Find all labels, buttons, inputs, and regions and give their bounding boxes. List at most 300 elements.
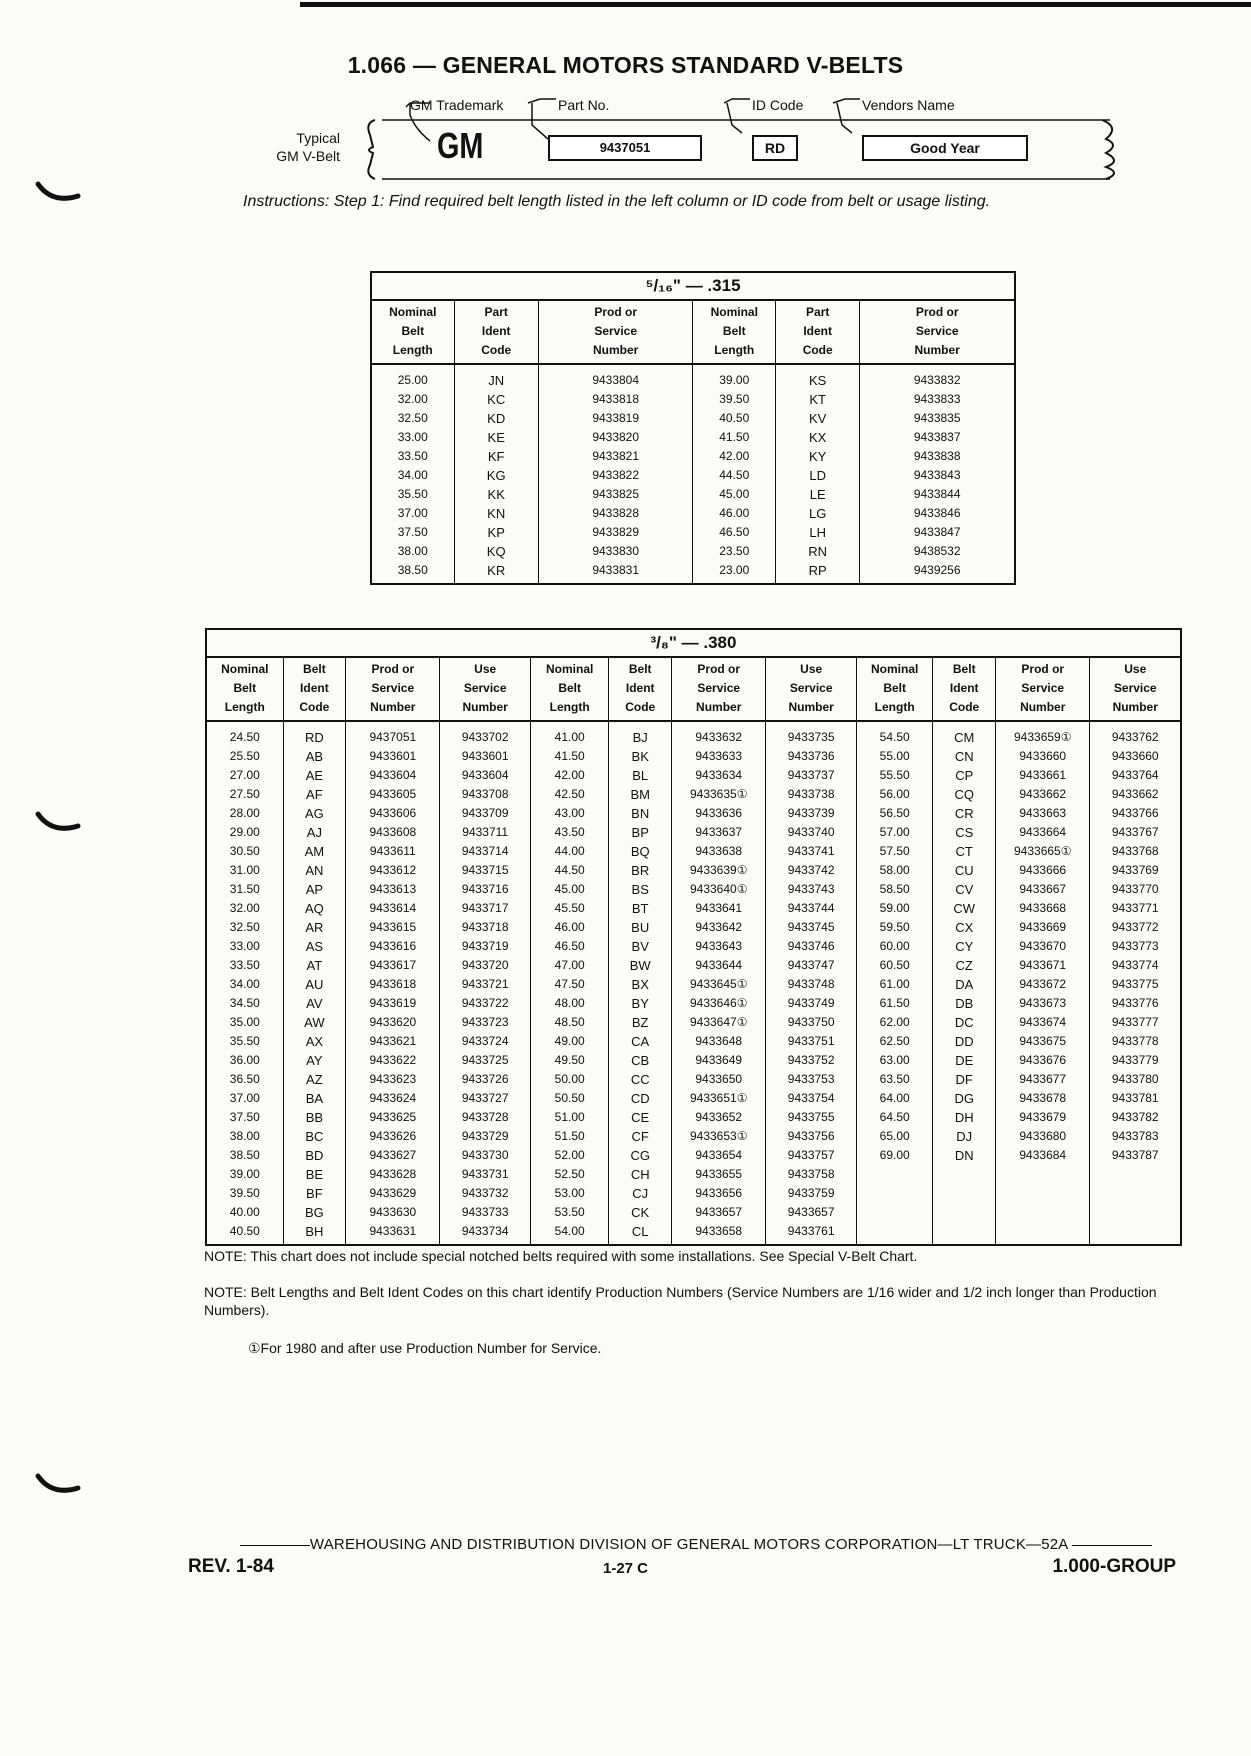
table-row xyxy=(206,994,1181,1013)
table-cell: 39.00 xyxy=(229,1167,260,1181)
part-no-label: Part No. xyxy=(558,97,610,113)
table-cell: 9433601 xyxy=(440,747,530,766)
binder-hole-mark xyxy=(34,178,82,208)
table-row xyxy=(371,409,1015,428)
table-cell: 9433716 xyxy=(440,880,530,899)
table-cell: LD xyxy=(776,466,860,485)
table-cell: 9433736 xyxy=(766,747,856,766)
table-cell: KG xyxy=(454,466,538,485)
typical-belt-label: Typical GM V-Belt xyxy=(276,130,340,164)
table-cell: CL xyxy=(609,1222,672,1245)
table-cell: 9433644 xyxy=(671,956,765,975)
table-cell: 39.50 xyxy=(693,390,776,409)
table-cell: RD xyxy=(283,721,346,747)
table-cell: 9433708 xyxy=(440,785,530,804)
table-cell: 9433638 xyxy=(671,842,765,861)
table-cell xyxy=(996,1165,1090,1184)
table-cell: CM xyxy=(933,721,996,747)
column-header: Prod or Service Number xyxy=(538,300,693,364)
table-cell: 9433732 xyxy=(440,1184,530,1203)
table-cell: BM xyxy=(609,785,672,804)
table-cell: 9433662 xyxy=(996,785,1090,804)
table-cell: 50.00 xyxy=(530,1070,609,1089)
table-cell: 9433720 xyxy=(440,956,530,975)
table-cell: 9433620 xyxy=(346,1013,440,1032)
table-cell: BS xyxy=(609,880,672,899)
table-cell: 9439256 xyxy=(860,561,1015,584)
table-cell: 42.50 xyxy=(530,785,609,804)
table-cell: AW xyxy=(283,1013,346,1032)
table-row xyxy=(206,823,1181,842)
column-header: Belt Ident Code xyxy=(609,657,672,721)
table-cell: BF xyxy=(283,1184,346,1203)
table-cell: 9433671 xyxy=(996,956,1090,975)
table-cell: 37.50 xyxy=(229,1110,260,1124)
table-cell: 9433677 xyxy=(996,1070,1090,1089)
table-row xyxy=(206,1203,1181,1222)
table-row xyxy=(371,428,1015,447)
table-cell: 9433604 xyxy=(440,766,530,785)
table-cell: RP xyxy=(776,561,860,584)
binder-hole-mark xyxy=(34,1470,82,1500)
table-cell: 62.00 xyxy=(856,1013,933,1032)
table-cell: DC xyxy=(933,1013,996,1032)
table-cell: 9433659① xyxy=(996,721,1090,747)
table-cell: 9433660 xyxy=(996,747,1090,766)
table-cell: 9433780 xyxy=(1090,1070,1181,1089)
table-cell: 9433828 xyxy=(538,504,693,523)
table-cell: 58.50 xyxy=(856,880,933,899)
column-header: Prod or Service Number xyxy=(996,657,1090,721)
table-size-label: ⁵/₁₆" — .315 xyxy=(371,272,1015,300)
table-cell: 9433631 xyxy=(346,1222,440,1245)
table-cell: 9433764 xyxy=(1090,766,1181,785)
table-cell: 9433758 xyxy=(766,1165,856,1184)
table-cell: BR xyxy=(609,861,672,880)
table-cell: 9433637 xyxy=(671,823,765,842)
table-cell: CS xyxy=(933,823,996,842)
table-cell: 9433819 xyxy=(538,409,693,428)
table-cell: 9433847 xyxy=(860,523,1015,542)
table-cell: 9433715 xyxy=(440,861,530,880)
table-cell: 51.00 xyxy=(530,1108,609,1127)
table-cell: CC xyxy=(609,1070,672,1089)
column-header: Belt Ident Code xyxy=(933,657,996,721)
table-cell: 9433832 xyxy=(860,364,1015,390)
table-cell: KQ xyxy=(454,542,538,561)
table-cell: DD xyxy=(933,1032,996,1051)
table-cell: 9433680 xyxy=(996,1127,1090,1146)
table-cell: KR xyxy=(454,561,538,584)
table-row xyxy=(206,1146,1181,1165)
table-cell: 9433722 xyxy=(440,994,530,1013)
table-cell: 9433776 xyxy=(1090,994,1181,1013)
table-cell: BH xyxy=(283,1222,346,1245)
table-cell: 9433768 xyxy=(1090,842,1181,861)
table-cell: 45.00 xyxy=(693,485,776,504)
table-row xyxy=(206,1165,1181,1184)
column-header: Use Service Number xyxy=(1090,657,1181,721)
table-cell: 9433611 xyxy=(346,842,440,861)
table-cell: 9433658 xyxy=(671,1222,765,1245)
column-header: Nominal Belt Length xyxy=(206,657,283,721)
table-cell: 9433747 xyxy=(766,956,856,975)
id-code-box: RD xyxy=(752,135,798,161)
table-cell: AT xyxy=(283,956,346,975)
column-header: Prod or Service Number xyxy=(860,300,1015,364)
column-header: Part Ident Code xyxy=(776,300,860,364)
table-cell: 9433752 xyxy=(766,1051,856,1070)
table-cell: CZ xyxy=(933,956,996,975)
table-cell: 9433656 xyxy=(671,1184,765,1203)
table-cell: 9433617 xyxy=(346,956,440,975)
table-cell: 33.50 xyxy=(229,958,260,972)
table-cell: 9433772 xyxy=(1090,918,1181,937)
table-cell: 9433667 xyxy=(996,880,1090,899)
table-cell: 9433829 xyxy=(538,523,693,542)
table-cell: 32.50 xyxy=(229,920,260,934)
table-cell: 41.50 xyxy=(693,428,776,447)
table-cell: 9433825 xyxy=(538,485,693,504)
table-cell xyxy=(856,1203,933,1222)
table-cell: 9433766 xyxy=(1090,804,1181,823)
table-cell: 9433648 xyxy=(671,1032,765,1051)
table-cell: 27.00 xyxy=(229,768,260,782)
table-cell: 9433666 xyxy=(996,861,1090,880)
table-cell: 9433606 xyxy=(346,804,440,823)
table-cell: 9433632 xyxy=(671,721,765,747)
table-cell: 32.00 xyxy=(229,901,260,915)
table-cell: 9433756 xyxy=(766,1127,856,1146)
table-cell: DE xyxy=(933,1051,996,1070)
table-cell: 9433740 xyxy=(766,823,856,842)
table-cell: 9433742 xyxy=(766,861,856,880)
table-cell: 9433629 xyxy=(346,1184,440,1203)
table-cell: 9433822 xyxy=(538,466,693,485)
table-cell: 62.50 xyxy=(856,1032,933,1051)
table-cell: 9433762 xyxy=(1090,721,1181,747)
table-cell: 47.50 xyxy=(530,975,609,994)
table-cell: BK xyxy=(609,747,672,766)
table-cell: 9433635① xyxy=(671,785,765,804)
column-header: Prod or Service Number xyxy=(671,657,765,721)
table-cell: 9433633 xyxy=(671,747,765,766)
table-cell: BL xyxy=(609,766,672,785)
table-cell: KX xyxy=(776,428,860,447)
table-cell: 9433744 xyxy=(766,899,856,918)
table-cell: 9433660 xyxy=(1090,747,1181,766)
table-cell: CB xyxy=(609,1051,672,1070)
column-header: Use Service Number xyxy=(766,657,856,721)
table-cell: 9433675 xyxy=(996,1032,1090,1051)
table-cell: BE xyxy=(283,1165,346,1184)
table-cell: 9433672 xyxy=(996,975,1090,994)
table-cell: 46.00 xyxy=(693,504,776,523)
table-cell: 60.50 xyxy=(856,956,933,975)
footer-division: WAREHOUSING AND DISTRIBUTION DIVISION OF GENERAL MOTORS CORPORATION—LT TRUCK—52A xyxy=(214,1536,1178,1553)
table-row xyxy=(371,542,1015,561)
table-cell: 9433678 xyxy=(996,1089,1090,1108)
table-cell: CR xyxy=(933,804,996,823)
table-cell xyxy=(996,1184,1090,1203)
table-row xyxy=(371,364,1015,390)
table-cell: KK xyxy=(454,485,538,504)
table-cell: 65.00 xyxy=(856,1127,933,1146)
table-cell: AZ xyxy=(283,1070,346,1089)
table-row xyxy=(206,747,1181,766)
table-cell: 9433649 xyxy=(671,1051,765,1070)
table-cell: AU xyxy=(283,975,346,994)
table-cell: 9433726 xyxy=(440,1070,530,1089)
table-cell: DF xyxy=(933,1070,996,1089)
table-cell: 52.50 xyxy=(530,1165,609,1184)
table-cell: 44.50 xyxy=(530,861,609,880)
table-cell: 9433627 xyxy=(346,1146,440,1165)
table-cell: 9433634 xyxy=(671,766,765,785)
table-cell: 56.00 xyxy=(856,785,933,804)
table-cell: 9433625 xyxy=(346,1108,440,1127)
table-cell: 57.50 xyxy=(856,842,933,861)
table-cell: 37.00 xyxy=(397,506,428,520)
table-cell: 9433759 xyxy=(766,1184,856,1203)
table-cell: 59.50 xyxy=(856,918,933,937)
table-cell xyxy=(1090,1184,1181,1203)
table-cell: AG xyxy=(283,804,346,823)
table-cell: BT xyxy=(609,899,672,918)
table-cell: 52.00 xyxy=(530,1146,609,1165)
table-cell: 9433837 xyxy=(860,428,1015,447)
table-cell: 9433750 xyxy=(766,1013,856,1032)
table-cell: 9433621 xyxy=(346,1032,440,1051)
table-cell: 38.00 xyxy=(397,544,428,558)
table-cell: 58.00 xyxy=(856,861,933,880)
table-cell: 9433614 xyxy=(346,899,440,918)
column-header: Use Service Number xyxy=(440,657,530,721)
table-cell: 9433711 xyxy=(440,823,530,842)
table-cell: RN xyxy=(776,542,860,561)
table-row xyxy=(206,1089,1181,1108)
table-row xyxy=(371,485,1015,504)
table-row xyxy=(206,1222,1181,1245)
table-cell: LE xyxy=(776,485,860,504)
table-cell: BC xyxy=(283,1127,346,1146)
table-cell: CP xyxy=(933,766,996,785)
table-cell: 44.50 xyxy=(693,466,776,485)
table-size-label: ³/₈" — .380 xyxy=(206,629,1181,657)
column-header: Belt Ident Code xyxy=(283,657,346,721)
table-cell: 39.50 xyxy=(229,1186,260,1200)
table-cell: 9433623 xyxy=(346,1070,440,1089)
table-cell: 40.50 xyxy=(693,409,776,428)
table-cell: 9433654 xyxy=(671,1146,765,1165)
table-row xyxy=(206,804,1181,823)
table-cell: 9433746 xyxy=(766,937,856,956)
table-cell: 9433770 xyxy=(1090,880,1181,899)
table-cell: 9433783 xyxy=(1090,1127,1181,1146)
table-cell: 24.50 xyxy=(229,730,260,744)
table-cell: 33.00 xyxy=(397,430,428,444)
table-cell: 55.00 xyxy=(856,747,933,766)
table-cell: 25.50 xyxy=(229,749,260,763)
table-cell: 49.00 xyxy=(530,1032,609,1051)
trademark-label: GM Trademark xyxy=(410,97,504,113)
table-cell: 45.50 xyxy=(530,899,609,918)
table-cell: 9433775 xyxy=(1090,975,1181,994)
table-cell: 38.00 xyxy=(229,1129,260,1143)
page-title: 1.066 — GENERAL MOTORS STANDARD V-BELTS xyxy=(347,52,904,78)
table-cell xyxy=(1090,1222,1181,1245)
table-cell: 9433771 xyxy=(1090,899,1181,918)
table-cell: 9433684 xyxy=(996,1146,1090,1165)
table-cell: DN xyxy=(933,1146,996,1165)
top-rule xyxy=(300,2,1251,7)
table-cell: 9433604 xyxy=(346,766,440,785)
table-cell: 42.00 xyxy=(693,447,776,466)
table-cell xyxy=(933,1184,996,1203)
table-cell: CA xyxy=(609,1032,672,1051)
column-header: Nominal Belt Length xyxy=(856,657,933,721)
table-cell: 61.50 xyxy=(856,994,933,1013)
table-cell: 9433630 xyxy=(346,1203,440,1222)
table-row xyxy=(371,447,1015,466)
table-cell: KD xyxy=(454,409,538,428)
table-cell: 9433616 xyxy=(346,937,440,956)
table-cell: CJ xyxy=(609,1184,672,1203)
table-cell: 43.50 xyxy=(530,823,609,842)
table-cell: 31.50 xyxy=(229,882,260,896)
table-cell: AP xyxy=(283,880,346,899)
table-cell: 48.50 xyxy=(530,1013,609,1032)
table-row xyxy=(206,899,1181,918)
table-row xyxy=(206,918,1181,937)
table-cell: 34.00 xyxy=(397,468,428,482)
table-cell xyxy=(996,1203,1090,1222)
table-cell: 9437051 xyxy=(346,721,440,747)
table-cell: 53.50 xyxy=(530,1203,609,1222)
table-cell: 51.50 xyxy=(530,1127,609,1146)
table-cell: 9433653① xyxy=(671,1127,765,1146)
table-cell: DA xyxy=(933,975,996,994)
part-no-box: 9437051 xyxy=(548,135,702,161)
table-cell: 9433761 xyxy=(766,1222,856,1245)
table-cell: 9433777 xyxy=(1090,1013,1181,1032)
table-cell: 63.00 xyxy=(856,1051,933,1070)
table-cell: 9433754 xyxy=(766,1089,856,1108)
column-header: Nominal Belt Length xyxy=(371,300,454,364)
table-cell: 9433646① xyxy=(671,994,765,1013)
table-cell: CT xyxy=(933,842,996,861)
table-cell: 9433725 xyxy=(440,1051,530,1070)
table-cell: 9433734 xyxy=(440,1222,530,1245)
table-row xyxy=(206,956,1181,975)
table-cell: BZ xyxy=(609,1013,672,1032)
table-cell: 35.00 xyxy=(229,1015,260,1029)
table-cell: 9433657 xyxy=(671,1203,765,1222)
table-row xyxy=(371,390,1015,409)
table-cell: 9433755 xyxy=(766,1108,856,1127)
table-cell: 46.00 xyxy=(530,918,609,937)
table-cell: DJ xyxy=(933,1127,996,1146)
table-cell: KP xyxy=(454,523,538,542)
table-cell: JN xyxy=(454,364,538,390)
table-cell: 30.50 xyxy=(229,844,260,858)
table-cell: 9433749 xyxy=(766,994,856,1013)
table-cell: BQ xyxy=(609,842,672,861)
table-cell: BJ xyxy=(609,721,672,747)
table-cell: BV xyxy=(609,937,672,956)
table-cell: 27.50 xyxy=(229,787,260,801)
table-cell: 9433751 xyxy=(766,1032,856,1051)
table-cell: 9433778 xyxy=(1090,1032,1181,1051)
table-cell: 36.00 xyxy=(229,1053,260,1067)
table-cell: 31.00 xyxy=(229,863,260,877)
table-cell xyxy=(933,1165,996,1184)
table-cell: 64.50 xyxy=(856,1108,933,1127)
table-cell: BX xyxy=(609,975,672,994)
table-cell: 23.50 xyxy=(693,542,776,561)
table-cell: AR xyxy=(283,918,346,937)
column-header: Nominal Belt Length xyxy=(693,300,776,364)
table-cell: CV xyxy=(933,880,996,899)
table-cell: 33.00 xyxy=(229,939,260,953)
table-cell: 9433652 xyxy=(671,1108,765,1127)
table-cell: CF xyxy=(609,1127,672,1146)
table-cell: 9433787 xyxy=(1090,1146,1181,1165)
table-cell: 9433657 xyxy=(766,1203,856,1222)
table-cell: KN xyxy=(454,504,538,523)
table-cell: 37.50 xyxy=(397,525,428,539)
table-cell: 9433601 xyxy=(346,747,440,766)
table-cell: 9433714 xyxy=(440,842,530,861)
table-cell xyxy=(856,1222,933,1245)
table-cell: 54.50 xyxy=(856,721,933,747)
table-cell xyxy=(996,1222,1090,1245)
table-cell: 9433769 xyxy=(1090,861,1181,880)
table-cell: CY xyxy=(933,937,996,956)
table-cell: CD xyxy=(609,1089,672,1108)
table-cell: KS xyxy=(776,364,860,390)
column-header: Prod or Service Number xyxy=(346,657,440,721)
table-row xyxy=(206,785,1181,804)
table-cell: KY xyxy=(776,447,860,466)
table-cell: AX xyxy=(283,1032,346,1051)
table-cell: 9433717 xyxy=(440,899,530,918)
table-cell: 37.00 xyxy=(229,1091,260,1105)
table-cell: 9433727 xyxy=(440,1089,530,1108)
table-cell: 9433733 xyxy=(440,1203,530,1222)
table-5-16-belts xyxy=(370,271,1016,585)
table-row xyxy=(206,1013,1181,1032)
table-row xyxy=(206,721,1181,747)
table-cell: KC xyxy=(454,390,538,409)
table-cell: 9433745 xyxy=(766,918,856,937)
table-cell: 34.00 xyxy=(229,977,260,991)
table-cell: KV xyxy=(776,409,860,428)
table-cell: 9433665① xyxy=(996,842,1090,861)
table-cell: 9433737 xyxy=(766,766,856,785)
table-cell xyxy=(856,1165,933,1184)
table-cell: 9433781 xyxy=(1090,1089,1181,1108)
table-cell: 9433624 xyxy=(346,1089,440,1108)
table-cell: 9433831 xyxy=(538,561,693,584)
table-cell: 9433642 xyxy=(671,918,765,937)
table-cell: CW xyxy=(933,899,996,918)
table-row xyxy=(206,1184,1181,1203)
table-cell: 9433724 xyxy=(440,1032,530,1051)
table-cell: 9433628 xyxy=(346,1165,440,1184)
table-cell: 9433615 xyxy=(346,918,440,937)
table-row xyxy=(371,523,1015,542)
